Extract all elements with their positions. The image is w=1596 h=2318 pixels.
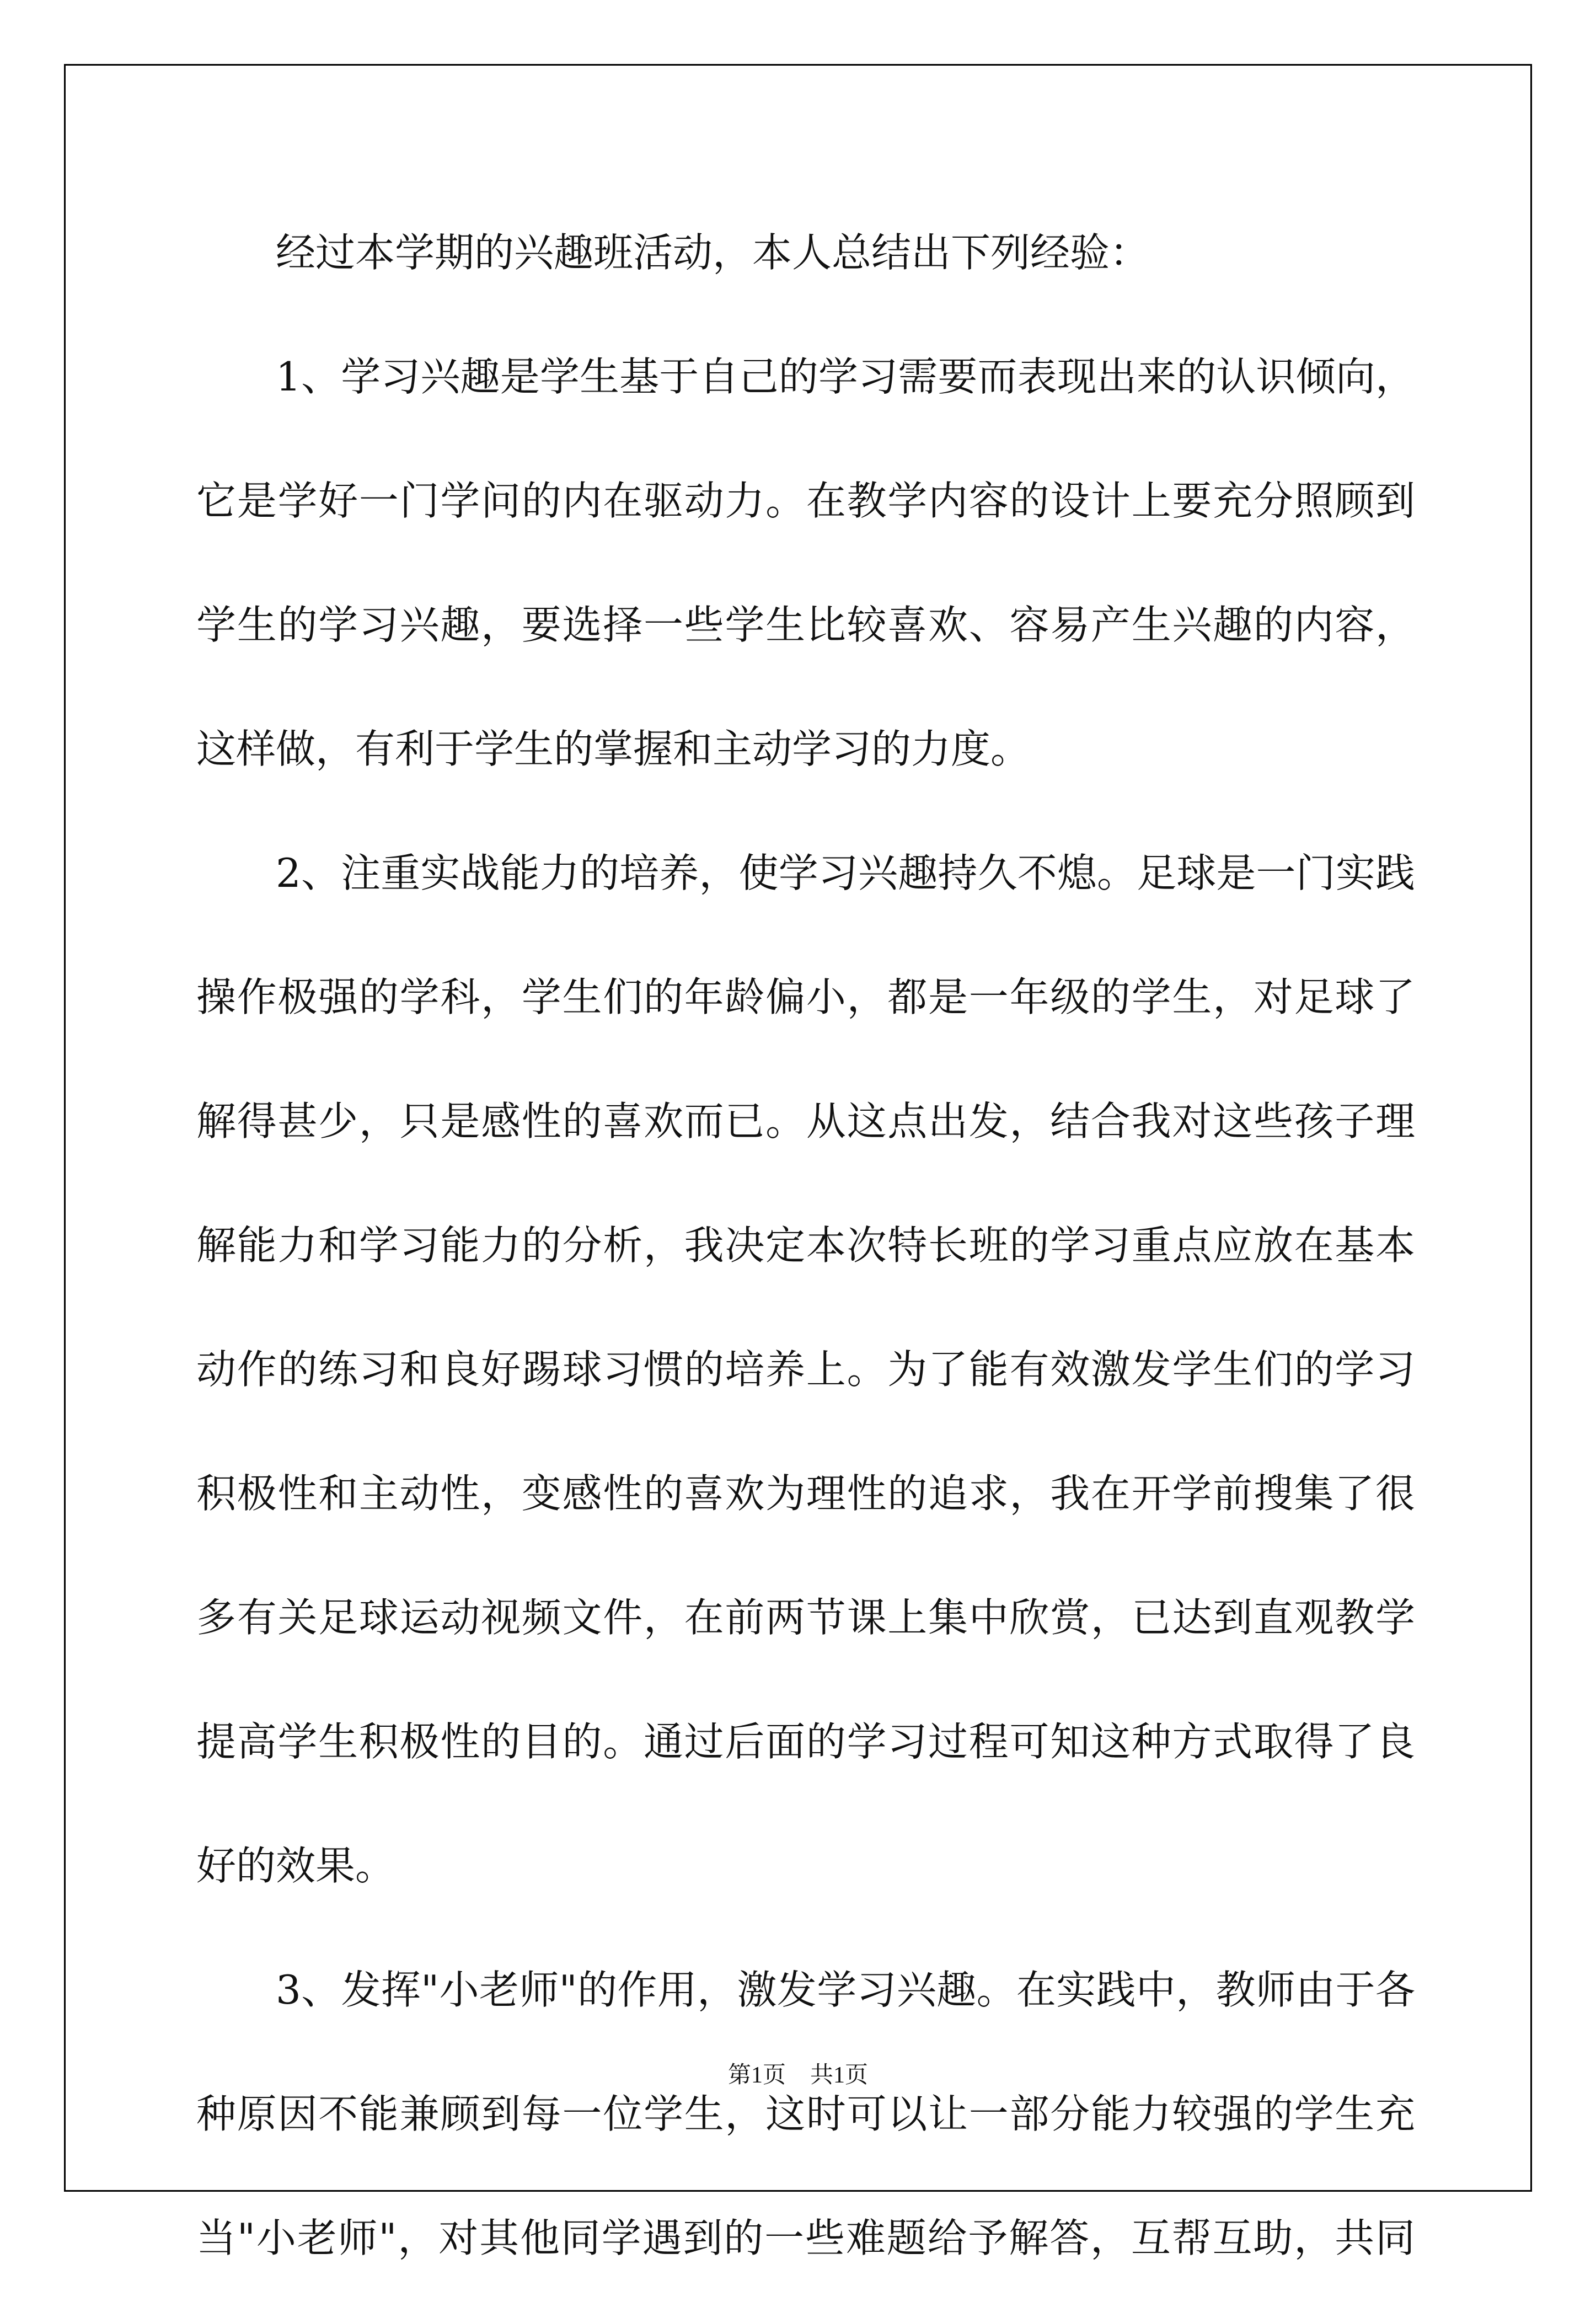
paragraph-2-line: 解得甚少，只是感性的喜欢而已。从这点出发，结合我对这些孩子理 [196,1098,1415,1144]
paragraph-1-line: 它是学好一门学问的内在驱动力。在教学内容的设计上要充分照顾到 [196,478,1415,524]
document-body [196,208,1415,2318]
paragraph-2-line: 操作极强的学科，学生们的年龄偏小，都是一年级的学生，对足球了 [196,974,1415,1020]
paragraph-2-line: 2、注重实战能力的培养，使学习兴趣持久不熄。足球是一门实践 [276,850,1415,896]
paragraph-2-line: 提高学生积极性的目的。通过后面的学习过程可知这种方式取得了良 [196,1719,1415,1765]
paragraph-3-line: 种原因不能兼顾到每一位学生，这时可以让一部分能力较强的学生充 [196,2091,1415,2137]
paragraph-2-line: 动作的练习和良好踢球习惯的培养上。为了能有效激发学生们的学习 [196,1346,1415,1393]
paragraph-2-line: 好的效果。 [196,1843,395,1889]
paragraph-1-line: 这样做，有利于学生的掌握和主动学习的力度。 [196,726,1031,772]
paragraph-3-line: 当"小老师"，对其他同学遇到的一些难题给予解答，互帮互助，共同 [196,2215,1415,2261]
page-footer [0,2059,1596,2092]
total-pages-label: 共1页 [810,2063,869,2088]
paragraph-1-line: 学生的学习兴趣，要选择一些学生比较喜欢、容易产生兴趣的内容， [196,602,1415,648]
current-page-label: 第1页 [727,2063,786,2088]
paragraph-intro-line: 经过本学期的兴趣班活动，本人总结出下列经验： [276,229,1150,276]
paragraph-2-line: 积极性和主动性，变感性的喜欢为理性的追求，我在开学前搜集了很 [196,1470,1415,1517]
paragraph-3-line: 3、发挥"小老师"的作用，激发学习兴趣。在实践中，教师由于各 [276,1967,1415,2013]
paragraph-2-line: 解能力和学习能力的分析，我决定本次特长班的学习重点应放在基本 [196,1222,1415,1268]
paragraph-1-line: 1、学习兴趣是学生基于自己的学习需要而表现出来的认识倾向， [276,354,1415,400]
paragraph-2-line: 多有关足球运动视频文件，在前两节课上集中欣赏，已达到直观教学 [196,1594,1415,1641]
